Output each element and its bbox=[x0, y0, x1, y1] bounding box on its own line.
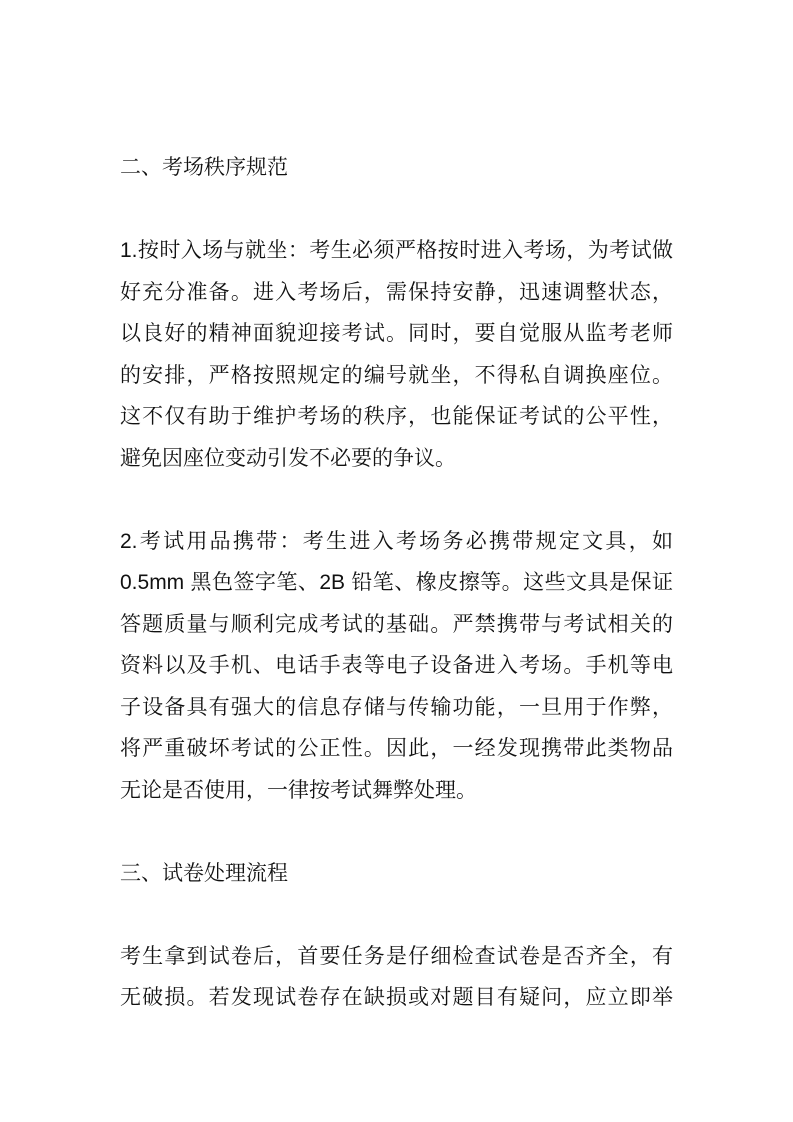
text-line: 子设备具有强大的信息存储与传输功能，一旦用于作弊， bbox=[120, 695, 673, 719]
paragraph bbox=[120, 230, 673, 479]
document-body bbox=[120, 147, 673, 1060]
text-line: 0.5mm 黑色签字笔、2B 铅笔、橡皮擦等。这些文具是保证 bbox=[120, 571, 673, 594]
text-line: 考生拿到试卷后，首要任务是仔细检查试卷是否齐全，有 bbox=[120, 944, 673, 968]
section-heading: 三、试卷处理流程 bbox=[120, 861, 288, 885]
text-line: 1.按时入场与就坐：考生必须严格按时进入考场，为考试做 bbox=[120, 239, 673, 262]
text-line: 无破损。若发现试卷存在缺损或对题目有疑问，应立即举 bbox=[120, 986, 673, 1009]
text-line: 以良好的精神面貌迎接考试。同时，要自觉服从监考老师 bbox=[120, 322, 673, 345]
text-line: 资料以及手机、电话手表等电子设备进入考场。手机等电 bbox=[120, 654, 673, 677]
paragraph bbox=[120, 521, 673, 812]
paragraph bbox=[120, 936, 673, 1019]
text-line: 的安排，严格按照规定的编号就坐，不得私自调换座位。 bbox=[120, 363, 673, 387]
text-line: 2.考试用品携带：考生进入考场务必携带规定文具，如 bbox=[120, 529, 673, 553]
section-heading: 二、考场秩序规范 bbox=[120, 156, 288, 179]
text-line: 这不仅有助于维护考场的秩序，也能保证考试的公平性， bbox=[120, 405, 673, 428]
text-line: 避免因座位变动引发不必要的争议。 bbox=[120, 446, 456, 470]
text-line: 好充分准备。进入考场后，需保持安静，迅速调整状态， bbox=[120, 280, 673, 304]
text-line: 将严重破坏考试的公正性。因此，一经发现携带此类物品 bbox=[120, 737, 673, 760]
text-line: 无论是否使用，一律按考试舞弊处理。 bbox=[120, 778, 477, 802]
text-line: 答题质量与顺利完成考试的基础。严禁携带与考试相关的 bbox=[120, 612, 673, 636]
